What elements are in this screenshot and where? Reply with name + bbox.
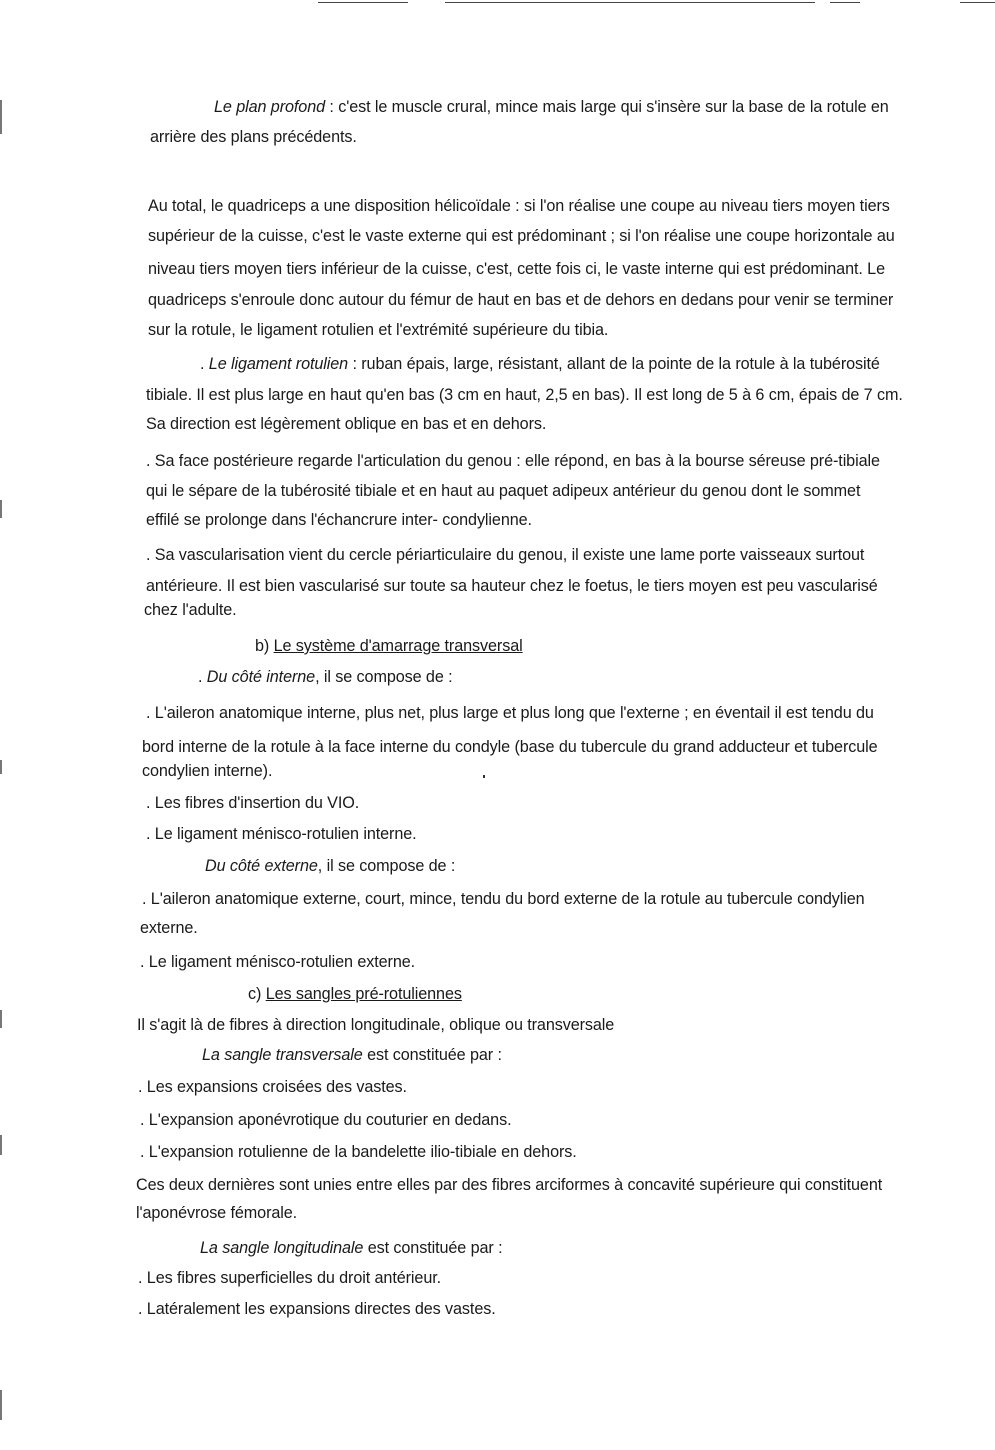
section-heading <box>248 984 462 1004</box>
section-heading <box>255 636 523 656</box>
italic-term: Le plan profond <box>214 98 326 116</box>
text-line <box>144 600 237 620</box>
text-run: : c'est le muscle crural, mince mais large qui s'insère sur la base de la rotule en <box>325 98 889 116</box>
text-run: quadriceps s'enroule donc autour du fémur de haut en bas et de dehors en dedans pour venir se terminer <box>148 291 894 309</box>
text-line <box>146 481 860 501</box>
text-line <box>202 1045 502 1065</box>
scan-edge-line <box>318 2 408 3</box>
text-run: c) <box>248 985 266 1003</box>
text-line <box>142 761 272 781</box>
text-run: tibiale. Il est plus large en haut qu'en bas (3 cm en haut, 2,5 en bas). Il est long de 5 à 6 cm, épais de 7 cm. <box>146 386 903 404</box>
text-line <box>205 856 455 876</box>
text-line <box>137 1015 614 1035</box>
text-run: Ces deux dernières sont unies entre elles par des fibres arciformes à concavité supérieure qui constituent <box>136 1176 883 1194</box>
text-line <box>150 127 357 147</box>
text-line <box>146 451 880 471</box>
text-line <box>140 1142 577 1162</box>
text-line <box>140 952 415 972</box>
punch-hole-mark <box>0 1135 2 1155</box>
text-run: . L'expansion aponévrotique du couturier en dedans. <box>140 1111 512 1129</box>
text-line <box>136 1175 882 1195</box>
text-line <box>146 793 359 813</box>
text-run: . Les fibres superficielles du droit antérieur. <box>138 1269 442 1287</box>
text-line <box>148 196 890 216</box>
text-run: . Les expansions croisées des vastes. <box>138 1078 407 1096</box>
text-run: antérieure. Il est bien vascularisé sur toute sa hauteur chez le foetus, le tiers moyen est peu vascularisé <box>146 577 878 595</box>
text-line <box>138 1077 407 1097</box>
text-run: effilé se prolonge dans l'échancrure inter- condylienne. <box>146 511 532 529</box>
italic-term: Du côté externe <box>205 857 318 875</box>
text-line <box>200 354 880 374</box>
text-run: supérieur de la cuisse, c'est le vaste externe qui est prédominant ; si l'on réalise une coupe horizontale au <box>148 227 895 245</box>
text-run: bord interne de la rotule à la face interne du condyle (base du tubercule du grand adducteur et tubercule <box>142 738 878 756</box>
text-run: condylien interne). <box>142 762 273 780</box>
text-run: . L'aileron anatomique interne, plus net, plus large et plus long que l'externe ; en éventail il est tendu du <box>146 704 874 722</box>
text-run: qui le sépare de la tubérosité tibiale et en haut au paquet adipeux antérieur du genou dont le sommet <box>146 482 861 500</box>
text-run: externe. <box>140 919 198 937</box>
italic-term: Le ligament rotulien <box>208 355 349 373</box>
text-run: l'aponévrose fémorale. <box>136 1204 298 1222</box>
text-run: est constituée par : <box>363 1239 503 1257</box>
text-line <box>146 385 903 405</box>
punch-hole-mark <box>0 1390 2 1420</box>
text-run: . Sa face postérieure regarde l'articulation du genou : elle répond, en bas à la bourse séreuse pré-tibiale <box>146 452 880 470</box>
scan-edge-line <box>830 2 860 3</box>
text-run: b) <box>255 637 274 655</box>
text-line <box>146 703 874 723</box>
text-run: Il s'agit là de fibres à direction longitudinale, oblique ou transversale <box>137 1016 615 1034</box>
text-run: Au total, le quadriceps a une disposition hélicoïdale : si l'on réalise une coupe au niveau tiers moyen tiers <box>148 197 890 215</box>
text-line <box>148 226 895 246</box>
text-run: , il se compose de : <box>315 668 453 686</box>
text-line <box>140 918 198 938</box>
text-run: . Latéralement les expansions directes des vastes. <box>138 1300 496 1318</box>
stray-ink-dot <box>483 775 485 778</box>
scan-edge-line <box>445 2 815 3</box>
italic-term: Du côté interne <box>206 668 316 686</box>
text-line <box>146 510 532 530</box>
text-line <box>214 97 889 117</box>
text-line <box>200 1238 502 1258</box>
text-line <box>148 290 893 310</box>
text-line <box>138 1268 441 1288</box>
text-line <box>142 737 878 757</box>
text-line <box>146 545 864 565</box>
underlined-heading-text: Le système d'amarrage transversal <box>273 637 523 655</box>
text-run: . Les fibres d'insertion du VIO. <box>146 794 360 812</box>
text-run: . <box>200 355 209 373</box>
text-line <box>148 259 885 279</box>
text-line <box>146 576 878 596</box>
text-run: Sa direction est légèrement oblique en bas et en dehors. <box>146 415 547 433</box>
text-run: . L'aileron anatomique externe, court, mince, tendu du bord externe de la rotule au tubercule condylien <box>142 890 865 908</box>
text-run: . Sa vascularisation vient du cercle périarticulaire du genou, il existe une lame porte vaisseaux surtout <box>146 546 865 564</box>
punch-hole-mark <box>0 100 2 134</box>
text-line <box>146 414 546 434</box>
underlined-heading-text: Les sangles pré-rotuliennes <box>265 985 462 1003</box>
text-run: . <box>198 668 207 686</box>
text-line <box>146 824 417 844</box>
text-run: . Le ligament ménisco-rotulien externe. <box>140 953 416 971</box>
text-run: chez l'adulte. <box>144 601 237 619</box>
text-line <box>138 1299 496 1319</box>
scan-edge-line <box>960 2 995 3</box>
text-run: : ruban épais, large, résistant, allant de la pointe de la rotule à la tubérosité <box>348 355 880 373</box>
text-line <box>140 1110 511 1130</box>
text-run: sur la rotule, le ligament rotulien et l'extrémité supérieure du tibia. <box>148 321 609 339</box>
text-line <box>136 1203 297 1223</box>
text-run: niveau tiers moyen tiers inférieur de la cuisse, c'est, cette fois ci, le vaste interne qui est prédominant. Le <box>148 260 885 278</box>
text-line <box>148 320 608 340</box>
text-run: , il se compose de : <box>317 857 456 875</box>
text-line <box>198 667 453 687</box>
punch-hole-mark <box>0 500 2 518</box>
italic-term: La sangle transversale <box>202 1046 363 1064</box>
italic-term: La sangle longitudinale <box>200 1239 364 1257</box>
text-run: . Le ligament ménisco-rotulien interne. <box>146 825 417 843</box>
text-run: est constituée par : <box>362 1046 502 1064</box>
text-run: arrière des plans précédents. <box>150 128 357 146</box>
text-line <box>142 889 865 909</box>
punch-hole-mark <box>0 1010 2 1028</box>
text-run: . L'expansion rotulienne de la bandelette ilio-tibiale en dehors. <box>140 1143 577 1161</box>
punch-hole-mark <box>0 760 2 774</box>
